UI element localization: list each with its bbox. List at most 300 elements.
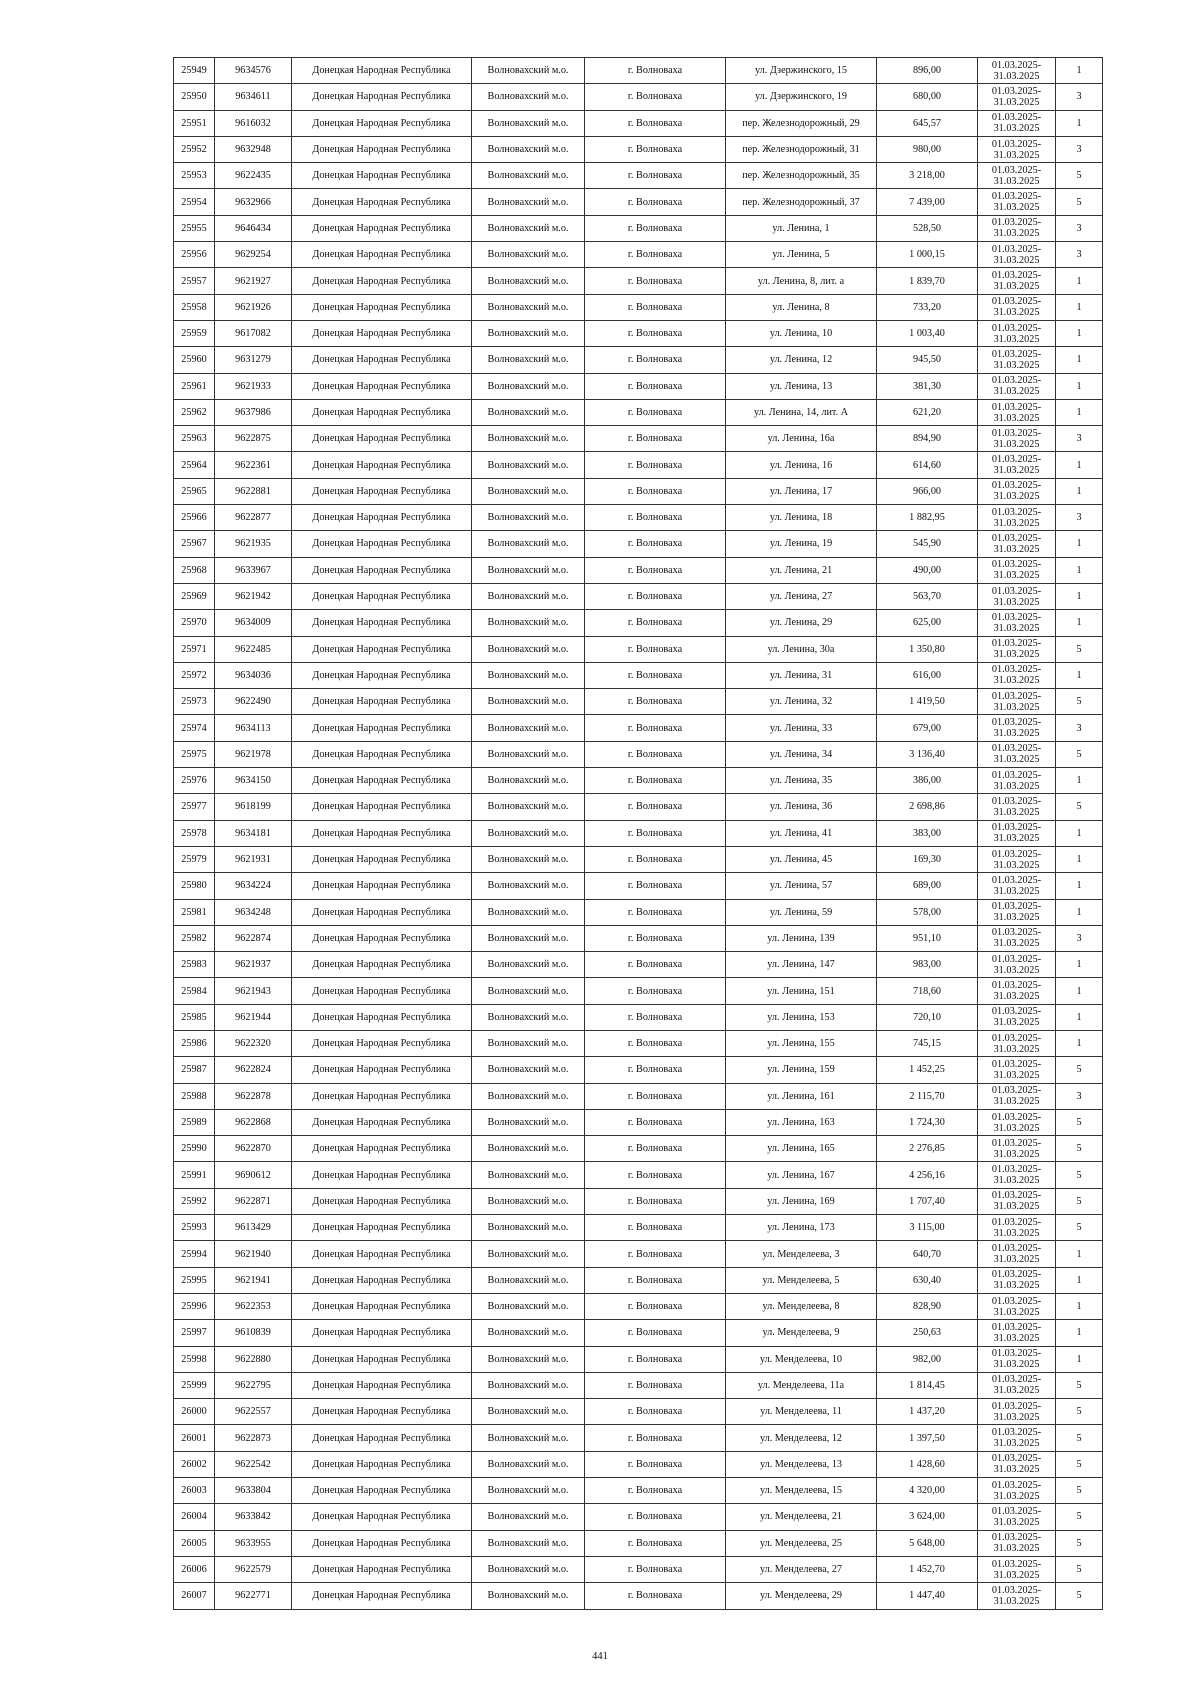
period-start: 01.03.2025- <box>991 138 1042 150</box>
object-id-cell: 9622579 <box>215 1556 292 1582</box>
row-number-cell: 26005 <box>174 1530 215 1556</box>
table-row <box>174 452 1103 478</box>
period-cell <box>978 1109 1056 1135</box>
period-cell <box>978 347 1056 373</box>
address-cell: ул. Ленина, 12 <box>726 347 877 373</box>
region-cell: Донецкая Народная Республика <box>292 110 472 136</box>
city-cell: г. Волноваха <box>585 1320 726 1346</box>
region-cell: Донецкая Народная Республика <box>292 557 472 583</box>
period-start: 01.03.2025- <box>991 112 1042 124</box>
period-end: 31.03.2025 <box>993 754 1040 766</box>
district-cell: Волновахский м.о. <box>472 1425 585 1451</box>
district-cell: Волновахский м.о. <box>472 478 585 504</box>
period-end: 31.03.2025 <box>993 912 1040 924</box>
city-cell: г. Волноваха <box>585 583 726 609</box>
area-cell: 630,40 <box>877 1267 978 1293</box>
city-cell: г. Волноваха <box>585 215 726 241</box>
category-cell: 1 <box>1056 662 1103 688</box>
region-cell: Донецкая Народная Республика <box>292 1530 472 1556</box>
area-cell: 3 218,00 <box>877 163 978 189</box>
area-cell: 733,20 <box>877 294 978 320</box>
row-number-cell: 25988 <box>174 1083 215 1109</box>
region-cell: Донецкая Народная Республика <box>292 452 472 478</box>
area-cell: 966,00 <box>877 478 978 504</box>
period-start: 01.03.2025- <box>991 1058 1042 1070</box>
area-cell: 1 447,40 <box>877 1583 978 1609</box>
period-end: 31.03.2025 <box>993 1595 1040 1607</box>
period-end: 31.03.2025 <box>993 859 1040 871</box>
district-cell: Волновахский м.о. <box>472 1083 585 1109</box>
region-cell: Донецкая Народная Республика <box>292 189 472 215</box>
table-row <box>174 1215 1103 1241</box>
period-cell <box>978 478 1056 504</box>
district-cell: Волновахский м.о. <box>472 189 585 215</box>
object-id-cell: 9622490 <box>215 689 292 715</box>
table-row <box>174 373 1103 399</box>
category-cell: 5 <box>1056 1399 1103 1425</box>
row-number-cell: 25989 <box>174 1109 215 1135</box>
region-cell: Донецкая Народная Республика <box>292 294 472 320</box>
period-end: 31.03.2025 <box>993 1227 1040 1239</box>
period-cell <box>978 899 1056 925</box>
district-cell: Волновахский м.о. <box>472 84 585 110</box>
row-number-cell: 25978 <box>174 820 215 846</box>
address-cell: ул. Менделеева, 15 <box>726 1478 877 1504</box>
period-start: 01.03.2025- <box>991 296 1042 308</box>
table-row <box>174 794 1103 820</box>
address-cell: ул. Менделеева, 27 <box>726 1556 877 1582</box>
table-row <box>174 268 1103 294</box>
object-id-cell: 9622557 <box>215 1399 292 1425</box>
period-end: 31.03.2025 <box>993 728 1040 740</box>
city-cell: г. Волноваха <box>585 1346 726 1372</box>
table-row <box>174 846 1103 872</box>
period-start: 01.03.2025- <box>991 1032 1042 1044</box>
period-end: 31.03.2025 <box>993 938 1040 950</box>
address-cell: ул. Ленина, 36 <box>726 794 877 820</box>
district-cell: Волновахский м.о. <box>472 1556 585 1582</box>
object-id-cell: 9690612 <box>215 1162 292 1188</box>
area-cell: 1 839,70 <box>877 268 978 294</box>
row-number-cell: 25992 <box>174 1188 215 1214</box>
address-cell: ул. Ленина, 16а <box>726 426 877 452</box>
object-id-cell: 9634611 <box>215 84 292 110</box>
period-cell <box>978 399 1056 425</box>
area-cell: 645,57 <box>877 110 978 136</box>
city-cell: г. Волноваха <box>585 1057 726 1083</box>
area-cell: 381,30 <box>877 373 978 399</box>
address-cell: ул. Ленина, 14, лит. А <box>726 399 877 425</box>
period-start: 01.03.2025- <box>991 243 1042 255</box>
city-cell: г. Волноваха <box>585 531 726 557</box>
period-start: 01.03.2025- <box>991 270 1042 282</box>
city-cell: г. Волноваха <box>585 1372 726 1398</box>
area-cell: 3 136,40 <box>877 741 978 767</box>
object-id-cell: 9621935 <box>215 531 292 557</box>
city-cell: г. Волноваха <box>585 1425 726 1451</box>
address-cell: ул. Ленина, 163 <box>726 1109 877 1135</box>
period-start: 01.03.2025- <box>991 322 1042 334</box>
period-cell <box>978 1188 1056 1214</box>
area-cell: 951,10 <box>877 925 978 951</box>
district-cell: Волновахский м.о. <box>472 1504 585 1530</box>
period-end: 31.03.2025 <box>993 281 1040 293</box>
object-id-cell: 9622353 <box>215 1293 292 1319</box>
period-cell <box>978 689 1056 715</box>
table-row <box>174 768 1103 794</box>
district-cell: Волновахский м.о. <box>472 1293 585 1319</box>
district-cell: Волновахский м.о. <box>472 215 585 241</box>
area-cell: 578,00 <box>877 899 978 925</box>
period-end: 31.03.2025 <box>993 1438 1040 1450</box>
table-row <box>174 242 1103 268</box>
category-cell: 1 <box>1056 768 1103 794</box>
district-cell: Волновахский м.о. <box>472 242 585 268</box>
city-cell: г. Волноваха <box>585 610 726 636</box>
area-cell: 1 397,50 <box>877 1425 978 1451</box>
region-cell: Донецкая Народная Республика <box>292 768 472 794</box>
table-row <box>174 531 1103 557</box>
period-end: 31.03.2025 <box>993 1306 1040 1318</box>
period-end: 31.03.2025 <box>993 123 1040 135</box>
period-end: 31.03.2025 <box>993 1411 1040 1423</box>
region-cell: Донецкая Народная Республика <box>292 84 472 110</box>
object-id-cell: 9622824 <box>215 1057 292 1083</box>
area-cell: 2 115,70 <box>877 1083 978 1109</box>
address-cell: ул. Ленина, 165 <box>726 1136 877 1162</box>
region-cell: Донецкая Народная Республика <box>292 873 472 899</box>
period-end: 31.03.2025 <box>993 1122 1040 1134</box>
region-cell: Донецкая Народная Республика <box>292 636 472 662</box>
city-cell: г. Волноваха <box>585 110 726 136</box>
object-id-cell: 9621978 <box>215 741 292 767</box>
table-row <box>174 1083 1103 1109</box>
category-cell: 3 <box>1056 505 1103 531</box>
city-cell: г. Волноваха <box>585 952 726 978</box>
period-end: 31.03.2025 <box>993 96 1040 108</box>
row-number-cell: 25977 <box>174 794 215 820</box>
district-cell: Волновахский м.о. <box>472 294 585 320</box>
area-cell: 383,00 <box>877 820 978 846</box>
category-cell: 5 <box>1056 1556 1103 1582</box>
period-cell <box>978 1372 1056 1398</box>
address-cell: ул. Менделеева, 12 <box>726 1425 877 1451</box>
period-end: 31.03.2025 <box>993 1332 1040 1344</box>
area-cell: 616,00 <box>877 662 978 688</box>
district-cell: Волновахский м.о. <box>472 1346 585 1372</box>
table-row <box>174 1293 1103 1319</box>
district-cell: Волновахский м.о. <box>472 610 585 636</box>
city-cell: г. Волноваха <box>585 136 726 162</box>
period-cell <box>978 268 1056 294</box>
category-cell: 3 <box>1056 715 1103 741</box>
area-cell: 1 452,25 <box>877 1057 978 1083</box>
region-cell: Донецкая Народная Республика <box>292 1030 472 1056</box>
object-id-cell: 9622873 <box>215 1425 292 1451</box>
address-cell: пер. Железнодорожный, 31 <box>726 136 877 162</box>
period-end: 31.03.2025 <box>993 1017 1040 1029</box>
district-cell: Волновахский м.о. <box>472 873 585 899</box>
period-cell <box>978 1267 1056 1293</box>
row-number-cell: 25970 <box>174 610 215 636</box>
address-cell: ул. Ленина, 159 <box>726 1057 877 1083</box>
period-start: 01.03.2025- <box>991 901 1042 913</box>
row-number-cell: 25951 <box>174 110 215 136</box>
region-cell: Донецкая Народная Республика <box>292 1425 472 1451</box>
category-cell: 1 <box>1056 1320 1103 1346</box>
period-cell <box>978 1215 1056 1241</box>
table-row <box>174 662 1103 688</box>
category-cell: 5 <box>1056 1136 1103 1162</box>
address-cell: ул. Ленина, 33 <box>726 715 877 741</box>
city-cell: г. Волноваха <box>585 242 726 268</box>
category-cell: 1 <box>1056 110 1103 136</box>
address-cell: ул. Ленина, 8, лит. а <box>726 268 877 294</box>
city-cell: г. Волноваха <box>585 1109 726 1135</box>
object-id-cell: 9634150 <box>215 768 292 794</box>
object-id-cell: 9622880 <box>215 1346 292 1372</box>
object-id-cell: 9622485 <box>215 636 292 662</box>
address-cell: ул. Ленина, 29 <box>726 610 877 636</box>
city-cell: г. Волноваха <box>585 320 726 346</box>
period-cell <box>978 1478 1056 1504</box>
category-cell: 1 <box>1056 347 1103 373</box>
address-cell: ул. Ленина, 35 <box>726 768 877 794</box>
district-cell: Волновахский м.о. <box>472 689 585 715</box>
period-end: 31.03.2025 <box>993 1385 1040 1397</box>
district-cell: Волновахский м.о. <box>472 1478 585 1504</box>
period-cell <box>978 426 1056 452</box>
period-start: 01.03.2025- <box>991 375 1042 387</box>
address-cell: ул. Ленина, 19 <box>726 531 877 557</box>
period-cell <box>978 320 1056 346</box>
category-cell: 1 <box>1056 583 1103 609</box>
period-cell <box>978 1241 1056 1267</box>
period-start: 01.03.2025- <box>991 1269 1042 1281</box>
row-number-cell: 25998 <box>174 1346 215 1372</box>
row-number-cell: 25961 <box>174 373 215 399</box>
area-cell: 2 698,86 <box>877 794 978 820</box>
area-cell: 1 003,40 <box>877 320 978 346</box>
region-cell: Донецкая Народная Республика <box>292 1241 472 1267</box>
period-start: 01.03.2025- <box>991 1295 1042 1307</box>
category-cell: 5 <box>1056 1372 1103 1398</box>
category-cell: 1 <box>1056 873 1103 899</box>
district-cell: Волновахский м.о. <box>472 899 585 925</box>
table-row <box>174 505 1103 531</box>
period-start: 01.03.2025- <box>991 1321 1042 1333</box>
address-cell: ул. Ленина, 21 <box>726 557 877 583</box>
table-row <box>174 1583 1103 1609</box>
period-start: 01.03.2025- <box>991 1479 1042 1491</box>
category-cell: 1 <box>1056 294 1103 320</box>
area-cell: 1 350,80 <box>877 636 978 662</box>
object-id-cell: 9621926 <box>215 294 292 320</box>
period-start: 01.03.2025- <box>991 585 1042 597</box>
district-cell: Волновахский м.о. <box>472 741 585 767</box>
region-cell: Донецкая Народная Республика <box>292 1109 472 1135</box>
row-number-cell: 25963 <box>174 426 215 452</box>
district-cell: Волновахский м.о. <box>472 1241 585 1267</box>
object-id-cell: 9621940 <box>215 1241 292 1267</box>
table-row <box>174 741 1103 767</box>
table-row <box>174 163 1103 189</box>
area-cell: 720,10 <box>877 1004 978 1030</box>
row-number-cell: 25974 <box>174 715 215 741</box>
period-cell <box>978 531 1056 557</box>
table-row <box>174 952 1103 978</box>
area-cell: 718,60 <box>877 978 978 1004</box>
area-cell: 745,15 <box>877 1030 978 1056</box>
category-cell: 5 <box>1056 1504 1103 1530</box>
period-start: 01.03.2025- <box>991 848 1042 860</box>
row-number-cell: 25997 <box>174 1320 215 1346</box>
category-cell: 5 <box>1056 689 1103 715</box>
address-cell: ул. Ленина, 10 <box>726 320 877 346</box>
city-cell: г. Волноваха <box>585 899 726 925</box>
address-cell: ул. Ленина, 8 <box>726 294 877 320</box>
row-number-cell: 25955 <box>174 215 215 241</box>
object-id-cell: 9622881 <box>215 478 292 504</box>
object-id-cell: 9634113 <box>215 715 292 741</box>
category-cell: 1 <box>1056 899 1103 925</box>
city-cell: г. Волноваха <box>585 1293 726 1319</box>
area-cell: 1 428,60 <box>877 1451 978 1477</box>
row-number-cell: 25975 <box>174 741 215 767</box>
region-cell: Донецкая Народная Республика <box>292 1556 472 1582</box>
category-cell: 1 <box>1056 478 1103 504</box>
period-start: 01.03.2025- <box>991 506 1042 518</box>
period-start: 01.03.2025- <box>991 664 1042 676</box>
district-cell: Волновахский м.о. <box>472 952 585 978</box>
category-cell: 5 <box>1056 1478 1103 1504</box>
period-start: 01.03.2025- <box>991 532 1042 544</box>
area-cell: 528,50 <box>877 215 978 241</box>
period-end: 31.03.2025 <box>993 596 1040 608</box>
address-cell: ул. Ленина, 1 <box>726 215 877 241</box>
period-cell <box>978 373 1056 399</box>
row-number-cell: 25967 <box>174 531 215 557</box>
table-row <box>174 1188 1103 1214</box>
object-id-cell: 9634224 <box>215 873 292 899</box>
district-cell: Волновахский м.о. <box>472 399 585 425</box>
table-row <box>174 1399 1103 1425</box>
object-id-cell: 9622435 <box>215 163 292 189</box>
table-row <box>174 136 1103 162</box>
period-end: 31.03.2025 <box>993 833 1040 845</box>
region-cell: Донецкая Народная Республика <box>292 373 472 399</box>
category-cell: 1 <box>1056 1030 1103 1056</box>
row-number-cell: 25996 <box>174 1293 215 1319</box>
row-number-cell: 25953 <box>174 163 215 189</box>
period-end: 31.03.2025 <box>993 964 1040 976</box>
object-id-cell: 9622874 <box>215 925 292 951</box>
district-cell: Волновахский м.о. <box>472 978 585 1004</box>
period-end: 31.03.2025 <box>993 517 1040 529</box>
city-cell: г. Волноваха <box>585 768 726 794</box>
object-id-cell: 9622542 <box>215 1451 292 1477</box>
table-row <box>174 347 1103 373</box>
period-cell <box>978 925 1056 951</box>
table-row <box>174 1004 1103 1030</box>
region-cell: Донецкая Народная Республика <box>292 1136 472 1162</box>
period-start: 01.03.2025- <box>991 348 1042 360</box>
row-number-cell: 26007 <box>174 1583 215 1609</box>
period-cell <box>978 1083 1056 1109</box>
region-cell: Донецкая Народная Республика <box>292 610 472 636</box>
area-cell: 640,70 <box>877 1241 978 1267</box>
period-start: 01.03.2025- <box>991 1164 1042 1176</box>
object-id-cell: 9622878 <box>215 1083 292 1109</box>
area-cell: 1 437,20 <box>877 1399 978 1425</box>
period-cell <box>978 1399 1056 1425</box>
row-number-cell: 25984 <box>174 978 215 1004</box>
area-cell: 828,90 <box>877 1293 978 1319</box>
period-start: 01.03.2025- <box>991 1505 1042 1517</box>
address-cell: ул. Ленина, 169 <box>726 1188 877 1214</box>
category-cell: 5 <box>1056 189 1103 215</box>
row-number-cell: 25979 <box>174 846 215 872</box>
period-cell <box>978 583 1056 609</box>
region-cell: Донецкая Народная Республика <box>292 1451 472 1477</box>
period-end: 31.03.2025 <box>993 359 1040 371</box>
district-cell: Волновахский м.о. <box>472 715 585 741</box>
period-end: 31.03.2025 <box>993 622 1040 634</box>
district-cell: Волновахский м.о. <box>472 636 585 662</box>
district-cell: Волновахский м.о. <box>472 1267 585 1293</box>
row-number-cell: 25972 <box>174 662 215 688</box>
period-start: 01.03.2025- <box>991 822 1042 834</box>
period-cell <box>978 1556 1056 1582</box>
category-cell: 1 <box>1056 58 1103 84</box>
district-cell: Волновахский м.о. <box>472 1399 585 1425</box>
period-end: 31.03.2025 <box>993 1516 1040 1528</box>
address-cell: ул. Ленина, 167 <box>726 1162 877 1188</box>
address-cell: ул. Менделеева, 10 <box>726 1346 877 1372</box>
address-cell: ул. Менделеева, 29 <box>726 1583 877 1609</box>
region-cell: Донецкая Народная Республика <box>292 399 472 425</box>
city-cell: г. Волноваха <box>585 347 726 373</box>
period-end: 31.03.2025 <box>993 1175 1040 1187</box>
area-cell: 1 419,50 <box>877 689 978 715</box>
period-cell <box>978 58 1056 84</box>
period-start: 01.03.2025- <box>991 874 1042 886</box>
table-row <box>174 1267 1103 1293</box>
region-cell: Донецкая Народная Республика <box>292 1583 472 1609</box>
object-id-cell: 9622875 <box>215 426 292 452</box>
category-cell: 5 <box>1056 1583 1103 1609</box>
category-cell: 5 <box>1056 1162 1103 1188</box>
district-cell: Волновахский м.о. <box>472 794 585 820</box>
period-end: 31.03.2025 <box>993 649 1040 661</box>
period-cell <box>978 1057 1056 1083</box>
district-cell: Волновахский м.о. <box>472 1530 585 1556</box>
address-cell: ул. Менделеева, 21 <box>726 1504 877 1530</box>
object-id-cell: 9621942 <box>215 583 292 609</box>
district-cell: Волновахский м.о. <box>472 557 585 583</box>
area-cell: 1 882,95 <box>877 505 978 531</box>
city-cell: г. Волноваха <box>585 373 726 399</box>
row-number-cell: 25960 <box>174 347 215 373</box>
table-row <box>174 1241 1103 1267</box>
address-cell: ул. Ленина, 57 <box>726 873 877 899</box>
period-cell <box>978 978 1056 1004</box>
row-number-cell: 25976 <box>174 768 215 794</box>
object-id-cell: 9634576 <box>215 58 292 84</box>
city-cell: г. Волноваха <box>585 505 726 531</box>
address-cell: ул. Менделеева, 3 <box>726 1241 877 1267</box>
district-cell: Волновахский м.о. <box>472 820 585 846</box>
